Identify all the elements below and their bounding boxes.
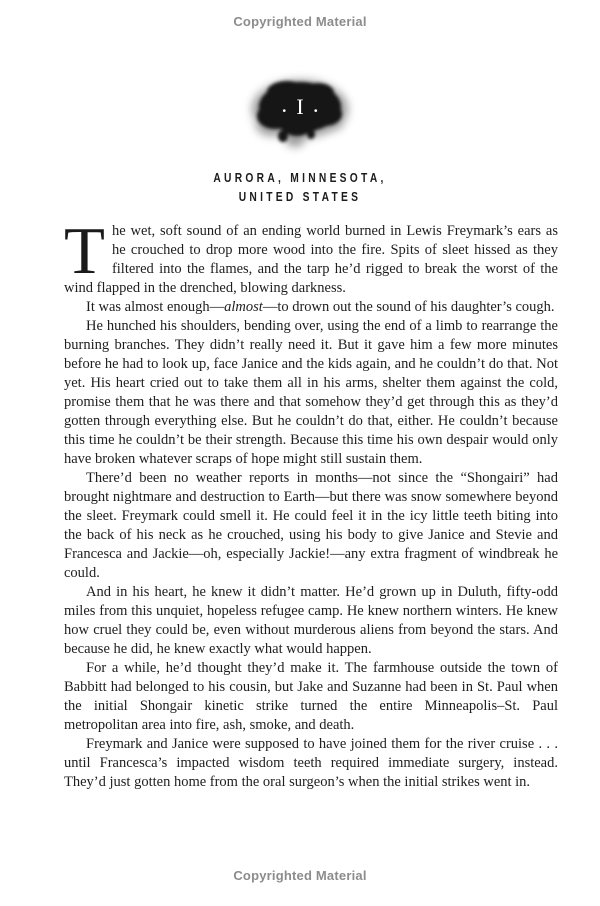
chapter-location-line1: AURORA, MINNESOTA, [213, 171, 387, 185]
text-segment: Freymark and Janice were supposed to have joined them for the river cruise . . . until Francesca’s impacted wisdom teeth required immediate surgery, instead. They’d just gotten home from the oral surgeon’s when the initial strikes went in. [64, 736, 558, 790]
paragraph [64, 583, 558, 659]
chapter-location-heading [0, 169, 600, 207]
paragraph [64, 214, 558, 298]
text-segment: he wet, soft sound of an ending world burned in Lewis Freymark’s ears as he crouched to drop more wood into the fire. Spits of sleet hissed as they filtered into the flames, and the tarp he’d rigged to break the worst of the wind flapped in the drenched, blowing darkness. [64, 223, 558, 296]
body-text [64, 214, 558, 792]
chapter-ornament [225, 64, 375, 159]
text-segment: almost [224, 299, 263, 315]
paragraph [64, 659, 558, 735]
text-segment: There’d been no weather reports in months—not since the “Shongairi” had brought nightmare and destruction to Earth—but there was snow somewhere beyond the sleet. Freymark could smell it. He could feel it in the icy little teeth biting into the back of his neck as he crouched, using his body to give Janice and Stevie and Francesca and Jackie—oh, especially Jackie!—any extra fragment of windbreak he could. [64, 470, 558, 581]
copyright-notice-bottom: Copyrighted Material [233, 868, 367, 883]
text-segment: It was almost enough— [86, 299, 225, 315]
text-segment: He hunched his shoulders, bending over, using the end of a limb to rearrange the burning branches. They didn’t really need it. But it gave him a few more minutes before he had to look up, face Janice and the kids again, and he couldn’t do that. Not yet. His heart cried out to take them all in his arms, shelter them against the cold, promise them that he was there and that somehow they’d get through this as they’d gotten through everything else. But he couldn’t do that, either. He couldn’t because this time he couldn’t be their strength. Because this time his own despair would only have broken whatever scraps of hope might still sustain them. [64, 318, 558, 467]
chapter-location-line2: UNITED STATES [238, 190, 362, 204]
chapter-number: . I . [282, 94, 318, 119]
text-segment: For a while, he’d thought they’d make it. The farmhouse outside the town of Babbitt had belonged to his cousin, but Jake and Suzanne had been in St. Paul when the initial Shongair kinetic strike turned the entire Minneapolis–St. Paul metropolitan area into fire, ash, smoke, and death. [64, 660, 558, 733]
text-segment: And in his heart, he knew it didn’t matter. He’d grown up in Duluth, fifty-odd miles from this unquiet, hopeless refugee camp. He knew northern winters. He knew how cruel they could be, even without murderous aliens from beyond the stars. And because he did, he knew exactly what would happen. [64, 584, 558, 657]
paragraph [64, 317, 558, 469]
text-segment: —to drown out the sound of his daughter’s cough. [262, 299, 555, 315]
copyright-notice-top: Copyrighted Material [233, 14, 367, 29]
drop-cap: T [64, 214, 105, 288]
paragraph [64, 735, 558, 792]
paragraph [64, 298, 558, 317]
paragraph [64, 469, 558, 583]
chapter-number-numeral: I [296, 94, 304, 119]
